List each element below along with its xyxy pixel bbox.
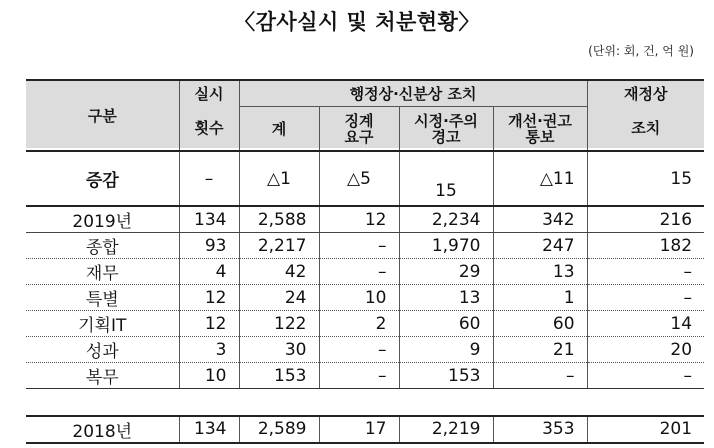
- header-discipline-line2: 요구: [344, 127, 374, 146]
- table-spacer-row: [26, 389, 704, 416]
- table-row-performance: [26, 337, 704, 363]
- cell-improve: 342: [493, 206, 587, 233]
- cell-improve: 60: [493, 311, 587, 337]
- cell-correction: 153: [399, 363, 493, 389]
- cell-audits: 10: [179, 363, 239, 389]
- cell-improve: 21: [493, 337, 587, 363]
- header-improve-line1: 개선·권고: [508, 111, 572, 130]
- cell-discipline: –: [319, 337, 399, 363]
- cell-audits: 12: [179, 285, 239, 311]
- cell-discipline: 12: [319, 206, 399, 233]
- cell-financial: 20: [587, 337, 704, 363]
- cell-financial: 14: [587, 311, 704, 337]
- cell-audits: 4: [179, 259, 239, 285]
- cell-improve: △11: [493, 151, 587, 206]
- cell-improve: 1: [493, 285, 587, 311]
- cell-correction: 13: [399, 285, 493, 311]
- table-row-comprehensive: [26, 233, 704, 259]
- header-total: 계: [239, 107, 319, 151]
- cell-correction: 1,970: [399, 233, 493, 259]
- cell-financial: 15: [587, 151, 704, 206]
- row-label: 재무: [26, 259, 179, 285]
- cell-discipline: –: [319, 233, 399, 259]
- cell-audits: 12: [179, 311, 239, 337]
- cell-financial: 182: [587, 233, 704, 259]
- cell-audits: 134: [179, 206, 239, 233]
- row-label: 성과: [26, 337, 179, 363]
- cell-discipline: 10: [319, 285, 399, 311]
- header-financial-top: 재정상: [587, 80, 704, 107]
- header-discipline-line1: 징계: [344, 111, 374, 130]
- cell-audits: –: [179, 151, 239, 206]
- row-label: 복무: [26, 363, 179, 389]
- header-financial-bottom: 조치: [587, 107, 704, 151]
- row-label: 2019년: [26, 206, 179, 233]
- cell-total: 153: [239, 363, 319, 389]
- cell-discipline: △5: [319, 151, 399, 206]
- unit-note: (단위: 회, 건, 억 원): [588, 44, 694, 58]
- cell-correction: 60: [399, 311, 493, 337]
- cell-financial: 216: [587, 206, 704, 233]
- cell-audits: 3: [179, 337, 239, 363]
- cell-total: 24: [239, 285, 319, 311]
- table-title: 〈감사실시 및 처분현황〉: [234, 10, 480, 34]
- cell-improve: 13: [493, 259, 587, 285]
- table-row-special: [26, 285, 704, 311]
- cell-improve: 353: [493, 416, 587, 443]
- cell-financial: –: [587, 363, 704, 389]
- header-audits-top: 실시: [179, 80, 239, 107]
- row-label: 기획IT: [26, 311, 179, 337]
- cell-total: △1: [239, 151, 319, 206]
- cell-total: 2,217: [239, 233, 319, 259]
- cell-financial: 201: [587, 416, 704, 443]
- cell-improve: –: [493, 363, 587, 389]
- table-row-2018: [26, 416, 704, 443]
- cell-correction: 2,219: [399, 416, 493, 443]
- row-label: 특별: [26, 285, 179, 311]
- cell-total: 42: [239, 259, 319, 285]
- cell-audits: 93: [179, 233, 239, 259]
- spacer-cell: [26, 389, 704, 416]
- cell-discipline: –: [319, 259, 399, 285]
- header-discipline: [319, 107, 399, 151]
- audit-results-table: [26, 79, 704, 444]
- header-improve: [493, 107, 587, 151]
- table-row-service: [26, 363, 704, 389]
- cell-correction: 9: [399, 337, 493, 363]
- cell-discipline: –: [319, 363, 399, 389]
- cell-audits: 134: [179, 416, 239, 443]
- cell-total: 2,589: [239, 416, 319, 443]
- cell-financial: –: [587, 259, 704, 285]
- cell-total: 122: [239, 311, 319, 337]
- header-category: 구분: [26, 80, 179, 151]
- header-audits-bottom: 횟수: [179, 107, 239, 151]
- cell-correction: 2,234: [399, 206, 493, 233]
- row-label: 2018년: [26, 416, 179, 443]
- cell-financial: –: [587, 285, 704, 311]
- table-row-finance: [26, 259, 704, 285]
- cell-total: 2,588: [239, 206, 319, 233]
- cell-total: 30: [239, 337, 319, 363]
- header-correction-line2: 경고: [431, 127, 461, 146]
- cell-discipline: 2: [319, 311, 399, 337]
- table-row-change: [26, 151, 704, 206]
- cell-correction: 29: [399, 259, 493, 285]
- header-correction: [399, 107, 493, 151]
- cell-improve: 247: [493, 233, 587, 259]
- cell-correction: 15: [399, 151, 493, 206]
- header-row-1: [26, 80, 704, 107]
- row-label: 종합: [26, 233, 179, 259]
- table-row-planning: [26, 311, 704, 337]
- header-improve-line2: 통보: [525, 127, 555, 146]
- table-row-2019: [26, 206, 704, 233]
- header-admin-group: 행정상·신분상 조치: [239, 80, 587, 107]
- row-label: 증감: [26, 151, 179, 206]
- header-correction-line1: 시정·주의: [414, 111, 478, 130]
- cell-discipline: 17: [319, 416, 399, 443]
